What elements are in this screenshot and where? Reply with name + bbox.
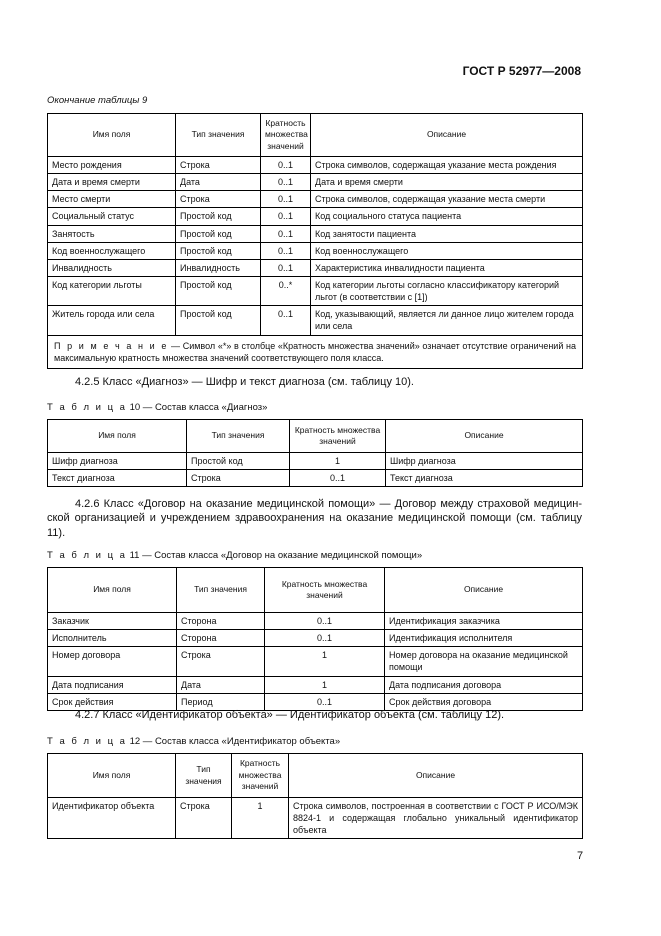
table-12: [47, 753, 583, 839]
table10-caption: [47, 402, 267, 413]
cell-description: Код занятости пациента: [311, 225, 583, 242]
col-header-value-type: Тип значения: [177, 568, 265, 613]
col-header-value-type: Тип значения: [187, 420, 290, 453]
cell-value-type: Строка: [176, 157, 261, 174]
cell-field-name: Текст диагноза: [48, 470, 187, 487]
table-caption-text: 11 — Состав класса «Договор на оказание медицинской помощи»: [126, 550, 423, 561]
cell-multiplicity: 1: [265, 647, 385, 676]
cell-field-name: Место рождения: [48, 157, 176, 174]
cell-multiplicity: 0..1: [290, 470, 386, 487]
cell-field-name: Дата и время смерти: [48, 174, 176, 191]
cell-field-name: Социальный статус: [48, 208, 176, 225]
table-note-row: [48, 335, 583, 368]
cell-description: Идентификация исполнителя: [385, 630, 583, 647]
cell-value-type: Простой код: [176, 225, 261, 242]
col-header-field-name: Имя поля: [48, 568, 177, 613]
table-caption-label: Т а б л и ц а: [47, 736, 127, 747]
cell-multiplicity: 0..1: [261, 174, 311, 191]
cell-value-type: Дата: [176, 174, 261, 191]
cell-multiplicity: 0..1: [261, 242, 311, 259]
table9-caption: Окончание таблицы 9: [47, 95, 148, 106]
cell-field-name: Идентификатор объекта: [48, 798, 176, 839]
table-caption-label: Т а б л и ц а: [47, 550, 127, 561]
table-row: [48, 225, 583, 242]
cell-description: Дата подписания договора: [385, 676, 583, 693]
col-header-multiplicity: Кратность множества значений: [261, 114, 311, 157]
col-header-value-type: Тип значения: [176, 754, 232, 798]
cell-field-name: Дата подписания: [48, 676, 177, 693]
table9-note: [48, 335, 583, 368]
cell-multiplicity: 0..*: [261, 276, 311, 305]
col-header-description: Описание: [386, 420, 583, 453]
cell-description: Код социального статуса пациента: [311, 208, 583, 225]
cell-value-type: Простой код: [187, 453, 290, 470]
col-header-description: Описание: [385, 568, 583, 613]
cell-description: Код военнослужащего: [311, 242, 583, 259]
col-header-value-type: Тип значения: [176, 114, 261, 157]
table-row: [48, 453, 583, 470]
table-10: [47, 419, 583, 487]
table-row: [48, 630, 583, 647]
table-caption-label: Т а б л и ц а: [47, 402, 127, 413]
table-row: [48, 259, 583, 276]
cell-field-name: Место смерти: [48, 191, 176, 208]
cell-multiplicity: 0..1: [261, 208, 311, 225]
table-row: [48, 613, 583, 630]
cell-multiplicity: 0..1: [261, 191, 311, 208]
cell-multiplicity: 1: [232, 798, 289, 839]
table-11: [47, 567, 583, 711]
cell-field-name: Исполнитель: [48, 630, 177, 647]
cell-value-type: Инвалидность: [176, 259, 261, 276]
cell-field-name: Шифр диагноза: [48, 453, 187, 470]
cell-field-name: Код категории льготы: [48, 276, 176, 305]
paragraph-4-2-5: 4.2.5 Класс «Диагноз» — Шифр и текст диагноза (см. таблицу 10).: [75, 376, 414, 388]
col-header-multiplicity: Кратность множества значений: [232, 754, 289, 798]
cell-field-name: Срок действия: [48, 693, 177, 710]
cell-multiplicity: 0..1: [261, 259, 311, 276]
col-header-multiplicity: Кратность множества значений: [290, 420, 386, 453]
cell-value-type: Период: [177, 693, 265, 710]
table-caption-text: 12 — Состав класса «Идентификатор объекта»: [126, 736, 341, 747]
cell-description: Текст диагноза: [386, 470, 583, 487]
cell-multiplicity: 0..1: [261, 225, 311, 242]
table-row: [48, 798, 583, 839]
table-row: [48, 208, 583, 225]
cell-value-type: Строка: [176, 191, 261, 208]
cell-value-type: Строка: [176, 798, 232, 839]
cell-field-name: Заказчик: [48, 613, 177, 630]
cell-field-name: Номер договора: [48, 647, 177, 676]
cell-field-name: Код военнослужащего: [48, 242, 176, 259]
note-label: П р и м е ч а н и е: [54, 340, 169, 351]
page-number: 7: [577, 850, 584, 862]
cell-value-type: Простой код: [176, 242, 261, 259]
cell-multiplicity: 0..1: [265, 630, 385, 647]
col-header-description: Описание: [311, 114, 583, 157]
cell-field-name: Житель города или села: [48, 306, 176, 335]
cell-description: Идентификация заказчика: [385, 613, 583, 630]
cell-multiplicity: 1: [265, 676, 385, 693]
cell-description: Код, указывающий, является ли данное лицо жителем города или села: [311, 306, 583, 335]
cell-multiplicity: 0..1: [265, 613, 385, 630]
document-standard-number: ГОСТ Р 52977—2008: [462, 64, 581, 78]
cell-description: Шифр диагноза: [386, 453, 583, 470]
cell-description: Номер договора на оказание медицинской помощи: [385, 647, 583, 676]
cell-multiplicity: 0..1: [261, 157, 311, 174]
cell-description: Строка символов, содержащая указание места рождения: [311, 157, 583, 174]
table-row: [48, 676, 583, 693]
table11-caption: [47, 550, 422, 561]
cell-field-name: Инвалидность: [48, 259, 176, 276]
table-9: [47, 113, 583, 369]
cell-description: Строка символов, построенная в соответствии с ГОСТ Р ИСО/МЭК 8824-1 и содержащая глобально уникальный идентификатор объекта: [289, 798, 583, 839]
table-row: [48, 157, 583, 174]
table-row: [48, 276, 583, 305]
cell-value-type: Сторона: [177, 613, 265, 630]
col-header-field-name: Имя поля: [48, 420, 187, 453]
cell-description: Характеристика инвалидности пациента: [311, 259, 583, 276]
cell-value-type: Строка: [177, 647, 265, 676]
table-row: [48, 174, 583, 191]
cell-description: Дата и время смерти: [311, 174, 583, 191]
table-row: [48, 647, 583, 676]
cell-value-type: Простой код: [176, 208, 261, 225]
cell-description: Строка символов, содержащая указание места смерти: [311, 191, 583, 208]
cell-value-type: Строка: [187, 470, 290, 487]
cell-value-type: Сторона: [177, 630, 265, 647]
cell-value-type: Дата: [177, 676, 265, 693]
table-row: [48, 191, 583, 208]
table12-caption: [47, 736, 340, 747]
col-header-field-name: Имя поля: [48, 754, 176, 798]
cell-value-type: Простой код: [176, 306, 261, 335]
paragraph-4-2-7: 4.2.7 Класс «Идентификатор объекта» — Идентификатор объекта (см. таблицу 12).: [75, 709, 505, 721]
paragraph-4-2-6: 4.2.6 Класс «Договор на оказание медицинской помощи» — Договор между страховой медицинской организацией и учреждением здравоохранения на оказание медицинской помощи (см. таблицу 11).: [47, 498, 582, 539]
cell-description: Код категории льготы согласно классификатору категорий льгот (в соответствии с [1]): [311, 276, 583, 305]
cell-multiplicity: 0..1: [265, 693, 385, 710]
col-header-field-name: Имя поля: [48, 114, 176, 157]
cell-description: Срок действия договора: [385, 693, 583, 710]
cell-multiplicity: 1: [290, 453, 386, 470]
col-header-description: Описание: [289, 754, 583, 798]
cell-field-name: Занятость: [48, 225, 176, 242]
table-caption-text: 10 — Состав класса «Диагноз»: [126, 402, 268, 413]
note-text: — Символ «*» в столбце «Кратность множества значений» означает отсутствие ограничений на максимальную кратность множества значений соответствующего поля класса.: [54, 340, 576, 363]
table-row: [48, 470, 583, 487]
cell-value-type: Простой код: [176, 276, 261, 305]
table-row: [48, 242, 583, 259]
cell-multiplicity: 0..1: [261, 306, 311, 335]
table-row: [48, 306, 583, 335]
col-header-multiplicity: Кратность множества значений: [265, 568, 385, 613]
